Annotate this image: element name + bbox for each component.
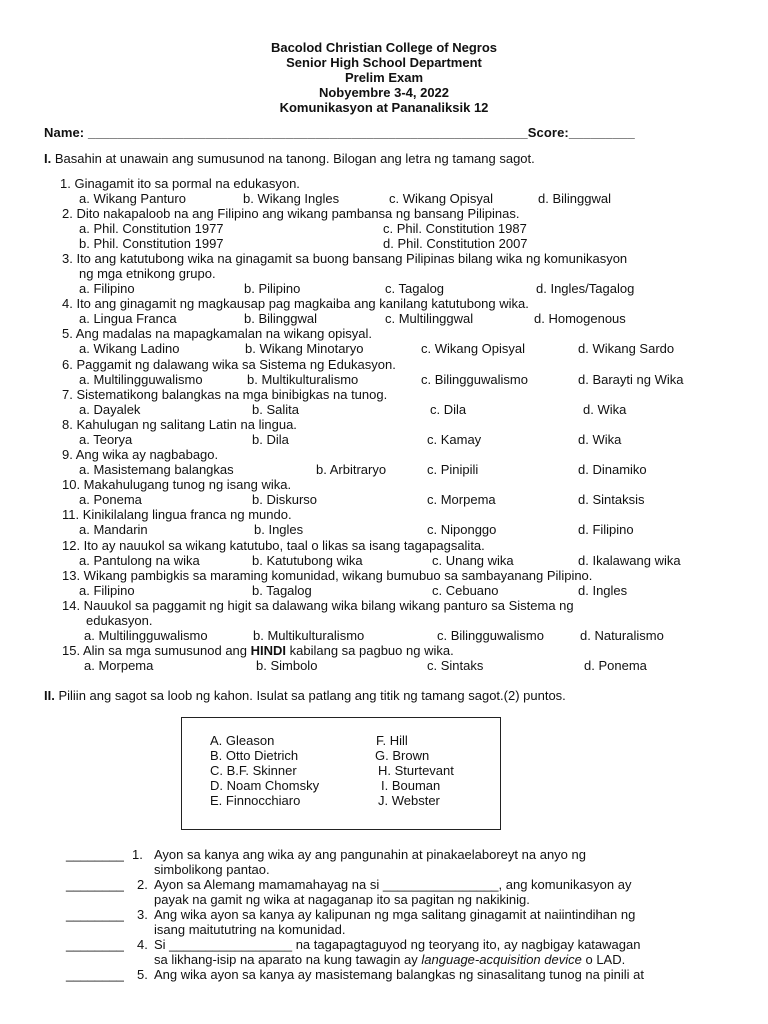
question-15-post: kabilang sa pagbuo ng wika. bbox=[286, 643, 454, 658]
part2-instructions-text: Piliin ang sagot sa loob ng kahon. Isulat sa patlang ang titik ng tamang sagot.(2) puntos. bbox=[58, 688, 566, 703]
option-7c[interactable]: c. Dila bbox=[430, 402, 467, 417]
part1-number: I. bbox=[44, 151, 52, 166]
option-11a[interactable]: a. Mandarin bbox=[79, 522, 148, 537]
question-3-cont: ng mga etnikong grupo. bbox=[79, 266, 216, 281]
option-1c[interactable]: c. Wikang Opisyal bbox=[389, 191, 494, 206]
option-9b[interactable]: b. Arbitraryo bbox=[316, 462, 387, 477]
question-12: 12. Ito ay nauukol sa wikang katutubo, taal o likas sa isang tagapagsalita. bbox=[62, 538, 485, 553]
item-2-answer-blank[interactable]: ________ bbox=[66, 877, 124, 892]
option-12d[interactable]: d. Ikalawang wika bbox=[578, 553, 681, 568]
option-7d[interactable]: d. Wika bbox=[583, 402, 627, 417]
option-12c[interactable]: c. Unang wika bbox=[432, 553, 514, 568]
question-6: 6. Paggamit ng dalawang wika sa Sistema ng Edukasyon. bbox=[62, 357, 396, 372]
name-label: Name: bbox=[44, 125, 85, 140]
option-7b[interactable]: b. Salita bbox=[252, 402, 299, 417]
option-8c[interactable]: c. Kamay bbox=[427, 432, 482, 447]
option-10d[interactable]: d. Sintaksis bbox=[578, 492, 645, 507]
item-3-number: 3. bbox=[137, 907, 148, 922]
option-7a[interactable]: a. Dayalek bbox=[79, 402, 141, 417]
option-10c[interactable]: c. Morpema bbox=[427, 492, 496, 507]
question-4: 4. Ito ang ginagamit ng magkausap pag magkaiba ang kanilang katutubong wika. bbox=[62, 296, 529, 311]
option-3b[interactable]: b. Pilipino bbox=[244, 281, 301, 296]
option-13b[interactable]: b. Tagalog bbox=[252, 583, 312, 598]
option-6b[interactable]: b. Multikulturalismo bbox=[247, 372, 359, 387]
choice-a: A. Gleason bbox=[210, 733, 275, 748]
item-2-text: Ayon sa Alemang mamamahayag na si ________________, ang komunikasyon ay bbox=[154, 877, 632, 892]
item-4-text: Si _________________ na tagapagtaguyod ng teoryang ito, ay nagbigay katawagan bbox=[154, 937, 641, 952]
option-14b[interactable]: b. Multikulturalismo bbox=[253, 628, 365, 643]
option-4b[interactable]: b. Bilinggwal bbox=[244, 311, 317, 326]
question-11: 11. Kinikilalang lingua franca ng mundo. bbox=[62, 507, 292, 522]
question-2: 2. Dito nakapaloob na ang Filipino ang wikang pambansa ng bansang Pilipinas. bbox=[62, 206, 520, 221]
option-5c[interactable]: c. Wikang Opisyal bbox=[421, 341, 526, 356]
option-2b[interactable]: b. Phil. Constitution 1997 bbox=[79, 236, 224, 251]
item-2-number: 2. bbox=[137, 877, 148, 892]
option-4a[interactable]: a. Lingua Franca bbox=[79, 311, 177, 326]
item-2-text-cont: payak na gamit ng wika at nagaganap ito sa pagitan ng nakikinig. bbox=[154, 892, 530, 907]
option-11d[interactable]: d. Filipino bbox=[578, 522, 634, 537]
item-4-answer-blank[interactable]: ________ bbox=[66, 937, 124, 952]
question-5: 5. Ang madalas na mapagkamalan na wikang opisyal. bbox=[62, 326, 373, 341]
item-4-text-cont bbox=[154, 952, 625, 967]
item-1-text-cont: simbolikong pantao. bbox=[154, 862, 270, 877]
choice-j: J. Webster bbox=[378, 793, 440, 808]
option-3c[interactable]: c. Tagalog bbox=[385, 281, 445, 296]
option-2c[interactable]: c. Phil. Constitution 1987 bbox=[383, 221, 527, 236]
question-10: 10. Makahulugang tunog ng isang wika. bbox=[62, 477, 292, 492]
item-4-text-cont-pre: sa likhang-isip na aparato na kung tawagin ay bbox=[154, 952, 422, 967]
option-12a[interactable]: a. Pantulong na wika bbox=[79, 553, 200, 568]
option-6a[interactable]: a. Multilingguwalismo bbox=[79, 372, 203, 387]
option-8d[interactable]: d. Wika bbox=[578, 432, 622, 447]
item-4-text-cont-post: o LAD. bbox=[581, 952, 626, 967]
choice-b: B. Otto Dietrich bbox=[210, 748, 299, 763]
option-8b[interactable]: b. Dila bbox=[252, 432, 289, 447]
question-15-emphasis: HINDI bbox=[250, 643, 287, 658]
question-9: 9. Ang wika ay nagbabago. bbox=[62, 447, 219, 462]
choice-d: D. Noam Chomsky bbox=[210, 778, 320, 793]
item-4-number: 4. bbox=[137, 937, 148, 952]
option-2a[interactable]: a. Phil. Constitution 1977 bbox=[79, 221, 224, 236]
option-1b[interactable]: b. Wikang Ingles bbox=[243, 191, 340, 206]
part1-instructions bbox=[44, 151, 535, 166]
option-1d[interactable]: d. Bilinggwal bbox=[538, 191, 611, 206]
option-5b[interactable]: b. Wikang Minotaryo bbox=[245, 341, 364, 356]
exam-date: Nobyembre 3-4, 2022 bbox=[318, 85, 450, 100]
item-3-answer-blank[interactable]: ________ bbox=[66, 907, 124, 922]
name-score-line bbox=[44, 125, 635, 140]
option-10a[interactable]: a. Ponema bbox=[79, 492, 142, 507]
option-14c[interactable]: c. Bilingguwalismo bbox=[437, 628, 544, 643]
option-3d[interactable]: d. Ingles/Tagalog bbox=[536, 281, 635, 296]
score-label: Score: bbox=[527, 125, 569, 140]
item-3-text: Ang wika ayon sa kanya ay kalipunan ng mga salitang ginagamit at naiintindihan ng bbox=[154, 907, 636, 922]
part2-instructions bbox=[44, 688, 566, 703]
option-5d[interactable]: d. Wikang Sardo bbox=[578, 341, 675, 356]
subject-title: Komunikasyon at Pananaliksik 12 bbox=[279, 100, 489, 115]
option-12b[interactable]: b. Katutubong wika bbox=[252, 553, 363, 568]
option-6d[interactable]: d. Barayti ng Wika bbox=[578, 372, 684, 387]
school-name: Bacolod Christian College of Negros bbox=[270, 40, 498, 55]
option-9a[interactable]: a. Masistemang balangkas bbox=[79, 462, 234, 477]
choice-e: E. Finnocchiaro bbox=[210, 793, 301, 808]
item-5-text: Ang wika ayon sa kanya ay masistemang balangkas ng sinasalitang tunog na pinili at bbox=[154, 967, 644, 982]
question-7: 7. Sistematikong balangkas na mga binibigkas na tunog. bbox=[62, 387, 388, 402]
option-13a[interactable]: a. Filipino bbox=[79, 583, 135, 598]
option-8a[interactable]: a. Teorya bbox=[79, 432, 133, 447]
name-blank[interactable]: ____________________________________________________________ bbox=[87, 125, 528, 140]
option-9c[interactable]: c. Pinipili bbox=[427, 462, 479, 477]
score-blank[interactable]: _________ bbox=[568, 125, 635, 140]
question-14: 14. Nauukol sa paggamit ng higit sa dalawang wika bilang wikang panturo sa Sistema ng bbox=[62, 598, 574, 613]
question-14-cont: edukasyon. bbox=[86, 613, 153, 628]
question-15 bbox=[62, 643, 454, 658]
question-3: 3. Ito ang katutubong wika na ginagamit sa buong bansang Pilipinas bilang wika ng komunikasyon bbox=[62, 251, 628, 266]
choice-c: C. B.F. Skinner bbox=[210, 763, 297, 778]
option-4c[interactable]: c. Multilinggwal bbox=[385, 311, 474, 326]
option-4d[interactable]: d. Homogenous bbox=[534, 311, 626, 326]
option-11b[interactable]: b. Ingles bbox=[254, 522, 304, 537]
item-1-answer-blank[interactable]: ________ bbox=[66, 847, 124, 862]
option-13d[interactable]: d. Ingles bbox=[578, 583, 628, 598]
option-13c[interactable]: c. Cebuano bbox=[432, 583, 499, 598]
choice-f: F. Hill bbox=[376, 733, 408, 748]
option-1a[interactable]: a. Wikang Panturo bbox=[79, 191, 186, 206]
option-9d[interactable]: d. Dinamiko bbox=[578, 462, 647, 477]
option-10b[interactable]: b. Diskurso bbox=[252, 492, 318, 507]
option-15a[interactable]: a. Morpema bbox=[84, 658, 154, 673]
option-3a[interactable]: a. Filipino bbox=[79, 281, 135, 296]
item-4-italic-term: language-acquisition device bbox=[421, 952, 582, 967]
option-15b[interactable]: b. Simbolo bbox=[256, 658, 318, 673]
option-15c[interactable]: c. Sintaks bbox=[427, 658, 484, 673]
part1-instructions-text: Basahin at unawain ang sumusunod na tanong. Bilogan ang letra ng tamang sagot. bbox=[54, 151, 535, 166]
option-5a[interactable]: a. Wikang Ladino bbox=[79, 341, 180, 356]
item-1-number: 1. bbox=[132, 847, 143, 862]
department-name: Senior High School Department bbox=[286, 55, 482, 70]
option-6c[interactable]: c. Bilingguwalismo bbox=[421, 372, 528, 387]
choice-g: G. Brown bbox=[375, 748, 430, 763]
option-2d[interactable]: d. Phil. Constitution 2007 bbox=[383, 236, 528, 251]
part2-number: II. bbox=[44, 688, 55, 703]
exam-title: Prelim Exam bbox=[344, 70, 424, 85]
question-1: 1. Ginagamit ito sa pormal na edukasyon. bbox=[60, 176, 300, 191]
option-11c[interactable]: c. Niponggo bbox=[427, 522, 497, 537]
option-14d[interactable]: d. Naturalismo bbox=[580, 628, 664, 643]
question-8: 8. Kahulugan ng salitang Latin na lingua. bbox=[62, 417, 297, 432]
item-1-text: Ayon sa kanya ang wika ay ang pangunahin at pinakaelaboreyt na anyo ng bbox=[154, 847, 586, 862]
question-13: 13. Wikang pambigkis sa maraming komunidad, wikang bumubuo sa sambayanang Pilipino. bbox=[62, 568, 593, 583]
choice-h: H. Sturtevant bbox=[378, 763, 454, 778]
item-3-text-cont: isang maitututring na komunidad. bbox=[154, 922, 346, 937]
option-14a[interactable]: a. Multilingguwalismo bbox=[84, 628, 208, 643]
item-5-answer-blank[interactable]: ________ bbox=[66, 967, 124, 982]
option-15d[interactable]: d. Ponema bbox=[584, 658, 647, 673]
choice-i: I. Bouman bbox=[381, 778, 441, 793]
question-15-pre: 15. Alin sa mga sumusunod ang bbox=[62, 643, 251, 658]
item-5-number: 5. bbox=[137, 967, 148, 982]
